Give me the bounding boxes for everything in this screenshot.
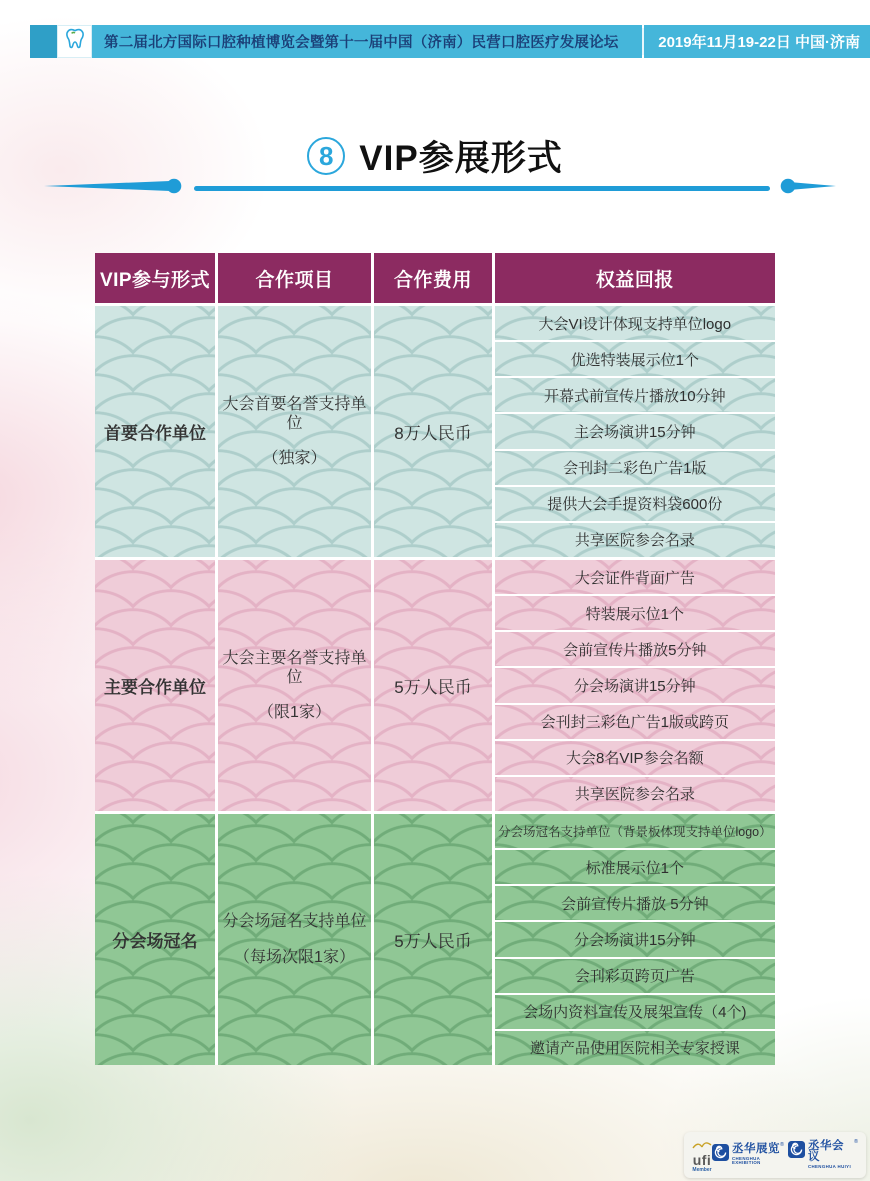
conference-banner bbox=[30, 25, 870, 58]
chenghua-huiyi-cn: 丞华会议 bbox=[807, 1139, 844, 1164]
column-header-fee: 合作费用 bbox=[374, 253, 492, 303]
ufi-member-label: Member bbox=[692, 1167, 712, 1173]
banner-title: 第二届北方国际口腔种植博览会暨第十一届中国（济南）民营口腔医疗发展论坛 bbox=[104, 35, 619, 51]
vip-table bbox=[95, 253, 771, 1065]
group3-name-cell: 分会场冠名 bbox=[95, 814, 215, 1065]
benefit-item: 共享医院参会名录 bbox=[574, 786, 695, 804]
benefit-item: 大会VI设计体现支持单位logo bbox=[495, 306, 775, 342]
group1-fee-cell: 8万人民币 bbox=[374, 306, 492, 557]
spiral-icon bbox=[712, 1144, 729, 1166]
benefit-item: 会前宣传片播放 5分钟 bbox=[495, 886, 775, 922]
banner-date: 2019年11月19-22日 中国·济南 bbox=[658, 34, 860, 51]
benefit-item: 开幕式前宣传片播放10分钟 bbox=[495, 378, 775, 414]
page-title: VIP参展形式 bbox=[359, 139, 563, 178]
registered-mark: ® bbox=[853, 1138, 858, 1145]
chenghua-huiyi-en: CHENGHUA HUIYI bbox=[807, 1164, 852, 1170]
ufi-label: ufi bbox=[692, 1152, 712, 1168]
benefit-item: 大会证件背面广告 bbox=[495, 560, 775, 596]
column-header-benefits: 权益回报 bbox=[495, 253, 775, 303]
section-number-badge: 8 bbox=[307, 137, 345, 175]
banner-date-area bbox=[644, 25, 870, 58]
benefit-item: 提供大会手提资料袋600份 bbox=[495, 487, 775, 523]
chenghua-exhibition-en: CHENGHUA EXHIBITION bbox=[732, 1156, 761, 1166]
registered-mark: ® bbox=[780, 1142, 785, 1148]
ufi-wings-icon bbox=[692, 1137, 712, 1153]
group2-project-cell bbox=[218, 560, 371, 811]
chenghua-huiyi-logo bbox=[788, 1138, 858, 1170]
group2-benefits bbox=[495, 560, 775, 811]
group2-project: 大会主要名誉支持单位 bbox=[222, 649, 367, 686]
group3-project-note: （每场次限1家） bbox=[234, 948, 355, 966]
benefit-item: 分会场冠名支持单位（背景板体现支持单位logo） bbox=[495, 814, 775, 850]
benefit-item: 会刊封二彩色广告1版 bbox=[495, 451, 775, 487]
group3-fee-cell: 5万人民币 bbox=[374, 814, 492, 1065]
group1-project-note: （独家） bbox=[262, 450, 327, 468]
group1-project-cell bbox=[218, 306, 371, 557]
decorative-line bbox=[44, 180, 836, 196]
benefit-item: 会前宣传片播放5分钟 bbox=[495, 632, 775, 668]
group2-name-cell: 主要合作单位 bbox=[95, 560, 215, 811]
benefit-item: 优选特装展示位1个 bbox=[495, 342, 775, 378]
benefit-item: 分会场演讲15分钟 bbox=[495, 668, 775, 704]
tooth-logo-box bbox=[57, 25, 92, 58]
divider-line bbox=[194, 186, 770, 191]
benefit-item: 特装展示位1个 bbox=[495, 596, 775, 632]
group1-benefits bbox=[495, 306, 775, 557]
group3-project: 分会场冠名支持单位 bbox=[222, 913, 367, 931]
spiral-icon bbox=[788, 1141, 805, 1163]
comet-left-icon bbox=[44, 178, 184, 199]
chenghua-exhibition-logo bbox=[712, 1144, 788, 1166]
benefit-item: 邀请产品使用医院相关专家授课 bbox=[529, 1040, 740, 1058]
benefit-item: 标准展示位1个 bbox=[495, 850, 775, 886]
benefit-item: 主会场演讲15分钟 bbox=[495, 414, 775, 450]
group1-name-cell: 首要合作单位 bbox=[95, 306, 215, 557]
benefit-item: 共享医院参会名录 bbox=[574, 532, 695, 550]
group3-benefits bbox=[495, 814, 775, 1065]
column-header-project: 合作项目 bbox=[218, 253, 371, 303]
group1-project: 大会首要名誉支持单位 bbox=[222, 395, 367, 432]
comet-right-icon bbox=[780, 178, 836, 199]
footer-logo-bar bbox=[684, 1132, 866, 1178]
benefit-item: 大会8名VIP参会名额 bbox=[495, 741, 775, 777]
benefit-item: 会场内资料宣传及展架宣传（4个) bbox=[495, 995, 775, 1031]
tooth-icon bbox=[63, 27, 87, 56]
group2-fee-cell: 5万人民币 bbox=[374, 560, 492, 811]
chenghua-exhibition-cn: 丞华展览 bbox=[732, 1143, 780, 1155]
benefit-item: 会刊封三彩色广告1版或跨页 bbox=[495, 705, 775, 741]
column-header-participation: VIP参与形式 bbox=[95, 253, 215, 303]
ufi-logo bbox=[692, 1137, 712, 1173]
section-title-row bbox=[0, 131, 870, 181]
group2-project-note: （限1家） bbox=[258, 704, 331, 722]
benefit-item: 会刊彩页跨页广告 bbox=[495, 959, 775, 995]
banner-accent-block bbox=[30, 25, 57, 58]
banner-title-area bbox=[92, 25, 642, 58]
benefit-item: 分会场演讲15分钟 bbox=[495, 922, 775, 958]
group3-project-cell bbox=[218, 814, 371, 1065]
